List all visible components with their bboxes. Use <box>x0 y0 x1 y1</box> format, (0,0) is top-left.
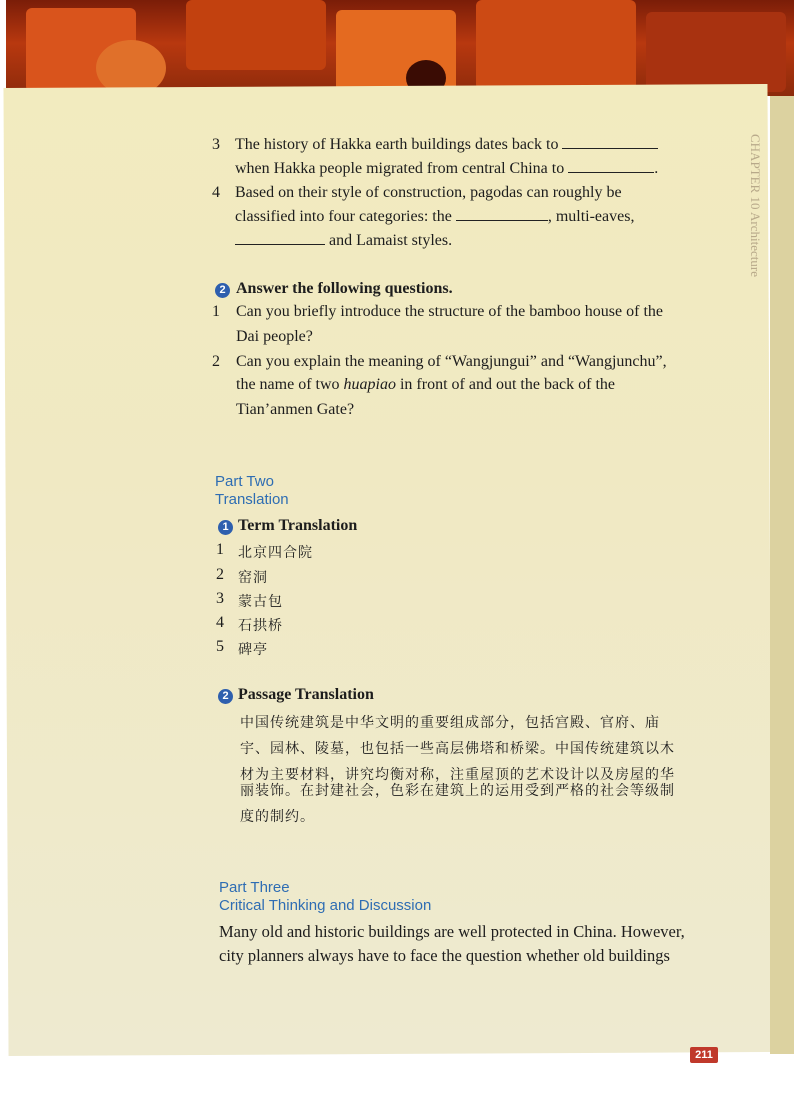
answer-blank[interactable] <box>562 136 658 149</box>
item-number: 3 <box>216 590 224 607</box>
section-badge: 2 <box>215 283 230 298</box>
discussion-text: city planners always have to face the question whether old buildings <box>219 946 670 965</box>
fill-blank-item: The history of Hakka earth buildings dates back to <box>235 136 658 154</box>
item-number: 3 <box>212 136 220 153</box>
term-item: 蒙古包 <box>238 594 283 610</box>
lantern-banner-image <box>6 0 794 96</box>
question-text: Can you explain the meaning of “Wangjungui” and “Wangjunchu”, <box>236 353 667 370</box>
chapter-running-head: CHAPTER 10 Architecture <box>748 134 763 277</box>
answer-blank[interactable] <box>456 208 548 221</box>
section-badge: 2 <box>218 689 233 704</box>
question-text: the name of two huapiao in front of and out the back of the <box>236 376 616 393</box>
question-text: Dai people? <box>236 328 313 345</box>
part-title: Translation <box>215 491 289 508</box>
item-number: 4 <box>212 184 220 201</box>
answer-blank[interactable] <box>568 160 654 173</box>
fill-blank-item: classified into four categories: the , multi-eaves, <box>235 208 635 225</box>
passage-line: 丽装饰。在封建社会，色彩在建筑上的运用受到严格的社会等级制 <box>240 783 675 799</box>
passage-line: 度的制约。 <box>240 809 315 825</box>
section-heading: Answer the following questions. <box>236 280 453 297</box>
question-text: Tian’anmen Gate? <box>236 401 355 418</box>
item-number: 4 <box>216 614 224 631</box>
part-label: Part Two <box>215 473 274 490</box>
term-item: 北京四合院 <box>238 545 313 561</box>
answer-blank[interactable] <box>235 232 325 245</box>
item-number: 2 <box>212 353 220 370</box>
fill-blank-item: when Hakka people migrated from central China to . <box>235 160 659 177</box>
item-number: 2 <box>216 566 224 583</box>
fill-blank-item: Based on their style of construction, pagodas can roughly be <box>235 184 622 201</box>
section-badge: 1 <box>218 520 233 535</box>
section-heading: Term Translation <box>238 517 358 534</box>
item-number: 1 <box>216 541 224 558</box>
section-heading: Passage Translation <box>238 686 374 703</box>
passage-line: 中国传统建筑是中华文明的重要组成部分，包括宫殿、官府、庙 <box>240 715 660 731</box>
passage-line: 宇、园林、陵墓，也包括一些高层佛塔和桥梁。中国传统建筑以木 <box>240 741 675 757</box>
part-title: Critical Thinking and Discussion <box>219 897 432 914</box>
fill-blank-item: and Lamaist styles. <box>235 232 452 250</box>
page-edge <box>770 96 794 1054</box>
item-number: 1 <box>212 303 220 320</box>
item-number: 5 <box>216 638 224 655</box>
page-number: 211 <box>690 1047 718 1063</box>
term-item: 窑洞 <box>238 570 268 586</box>
term-item: 碑亭 <box>238 642 268 658</box>
term-item: 石拱桥 <box>238 618 283 634</box>
question-text: Can you briefly introduce the structure of the bamboo house of the <box>236 303 663 320</box>
discussion-text: Many old and historic buildings are well protected in China. However, <box>219 922 685 941</box>
passage-line: 材为主要材料，讲究均衡对称，注重屋顶的艺术设计以及房屋的华 <box>240 767 675 783</box>
part-label: Part Three <box>219 879 290 896</box>
